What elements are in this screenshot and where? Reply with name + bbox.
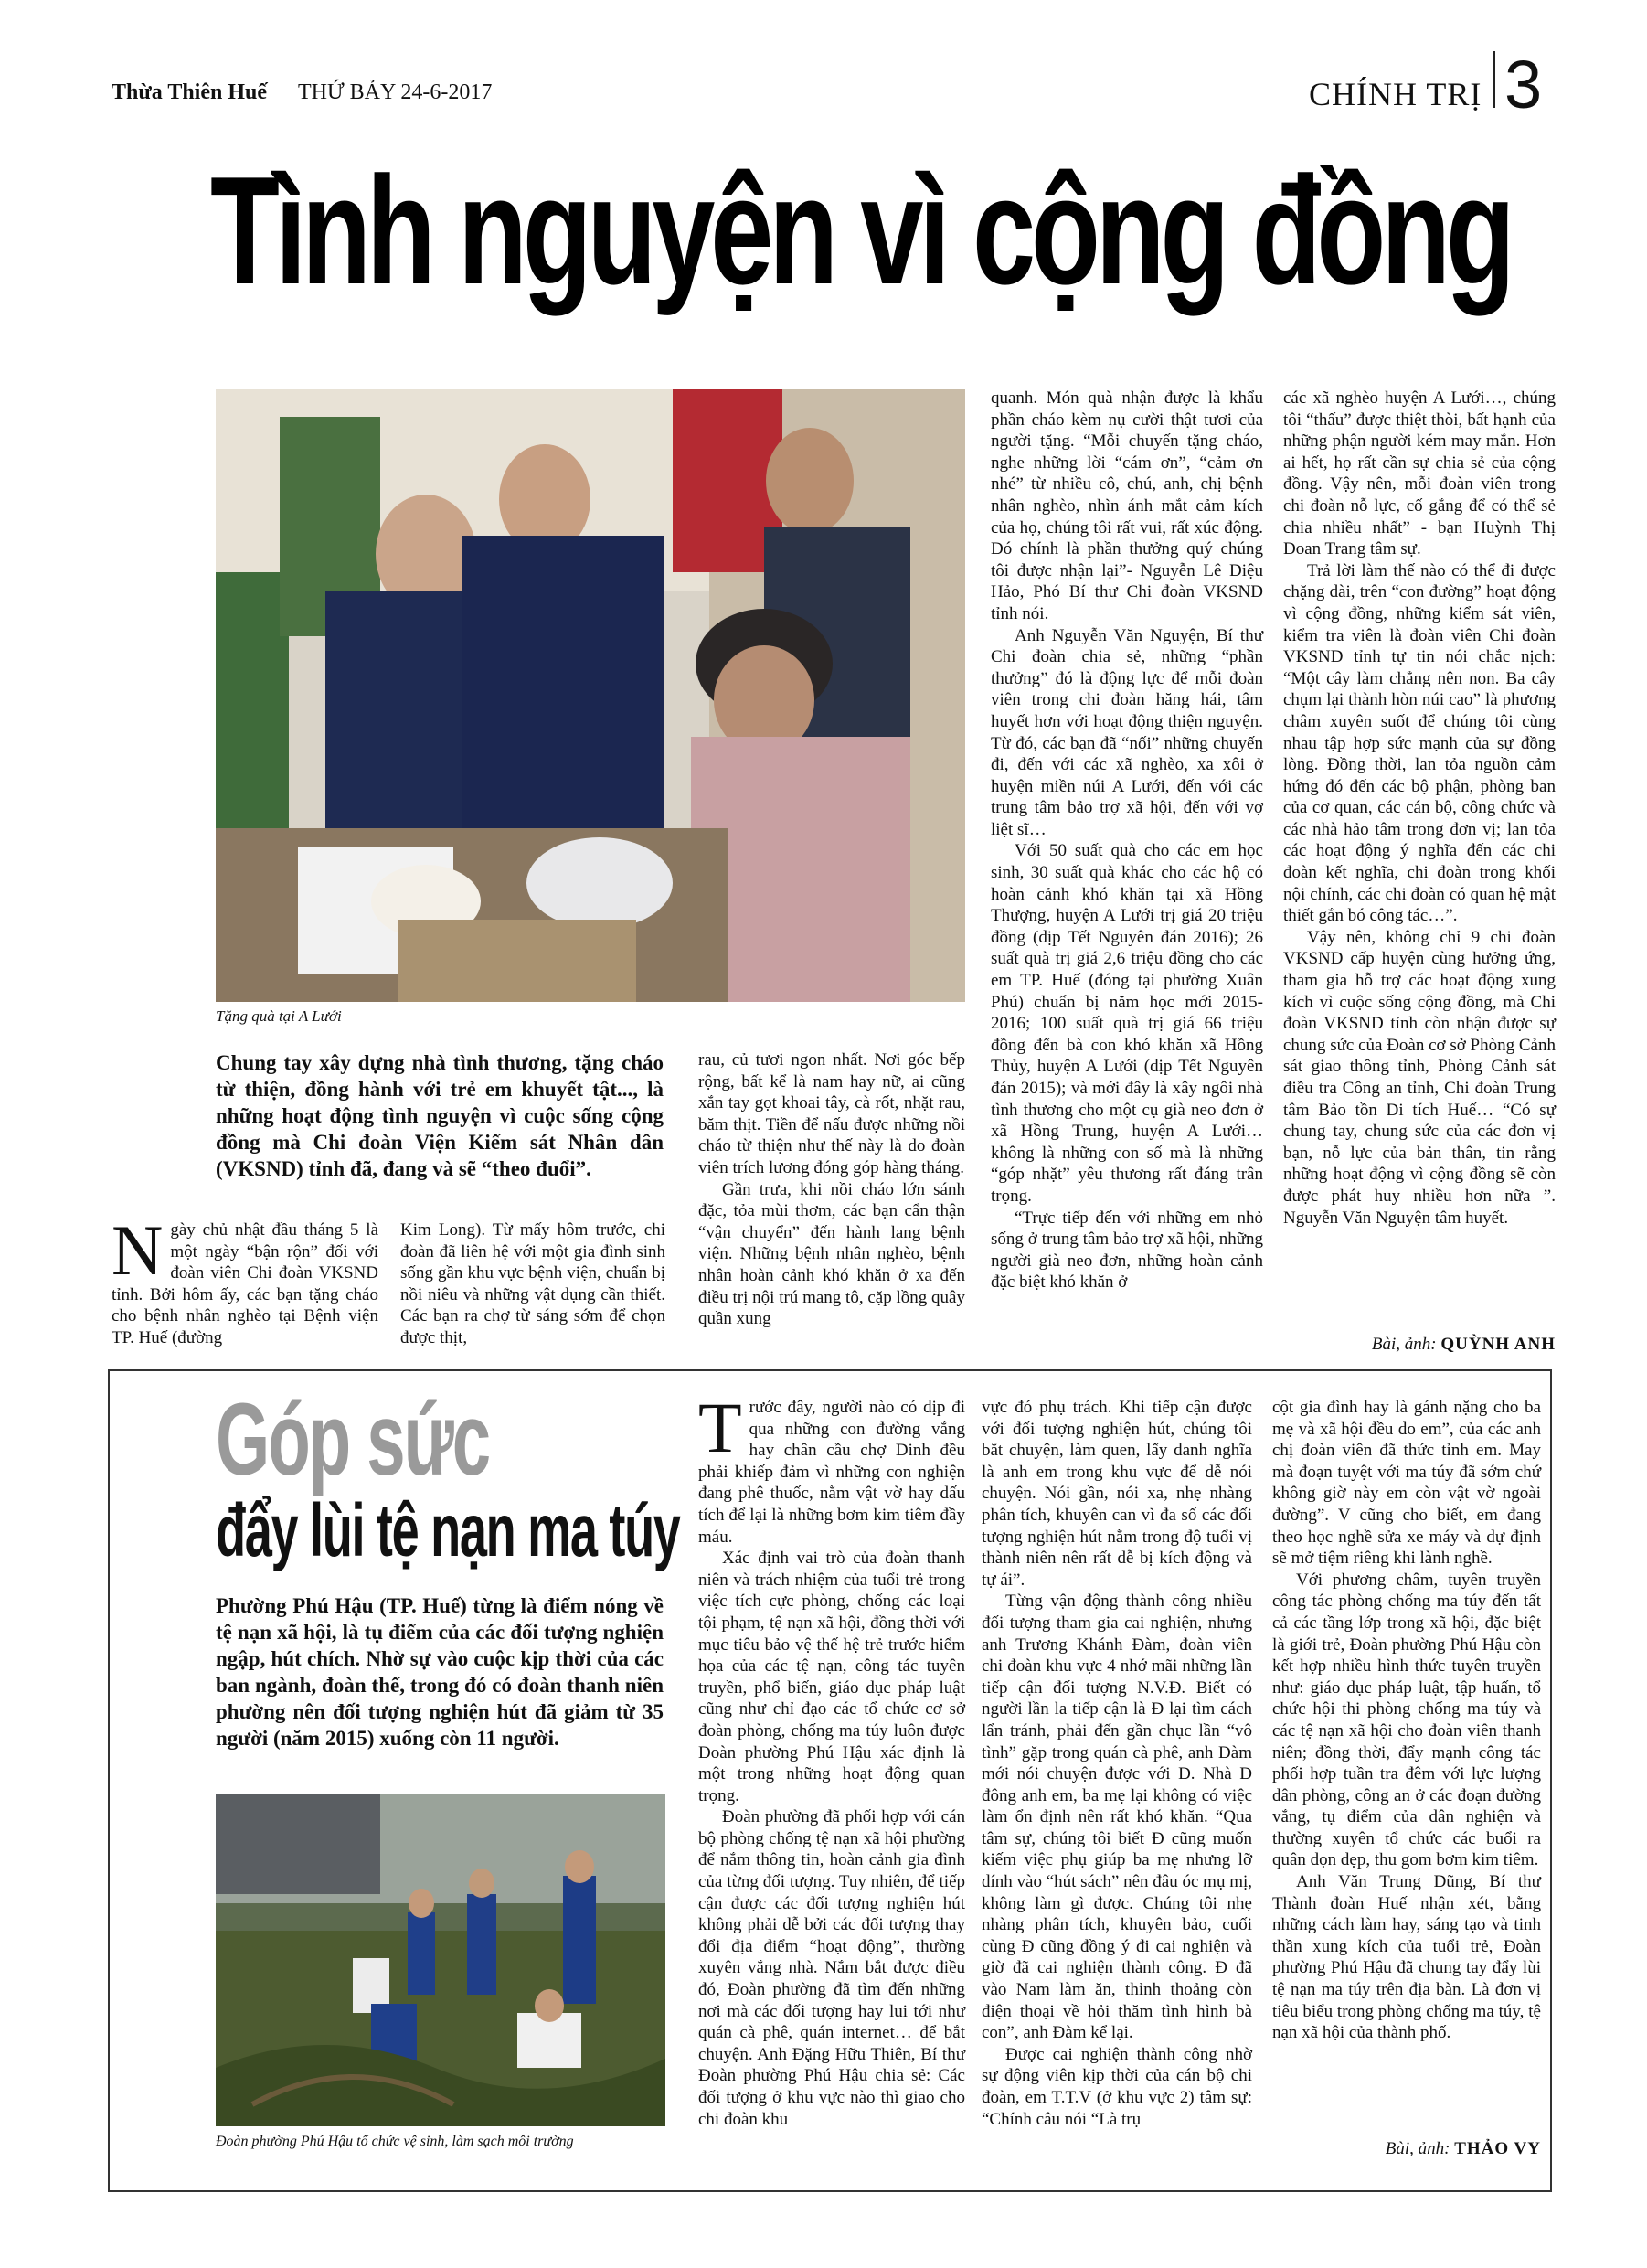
- gift-giving-photo-illustration: [216, 389, 965, 1002]
- section-name: CHÍNH TRỊ: [1309, 76, 1482, 112]
- header-divider: [1493, 51, 1495, 108]
- paragraph: Anh Nguyễn Văn Nguyện, Bí thư Chi đoàn chia sẻ, những “phần thưởng” đó là động lực để mỗi đoàn viên trong chi đoàn hăng hái, tâm huyết hơn với hoạt động thiện nguyện. Từ đó, các bạn đã “nối” những chuyến đi, đến với các xã nghèo, xa xôi ở huyện miền núi A Lưới, đến với các trung tâm bảo trợ xã hội, đến với vợ liệt sĩ…: [991, 625, 1263, 839]
- paragraph: quanh. Món quà nhận được là khẩu phần cháo kèm nụ cười thật tươi của người tặng. “Mỗi chuyến tặng cháo, nghe những lời “cám ơn”, “cảm ơn nhé” từ nhiều cô, chú, anh, chị bệnh nhân nghèo, nhìn ánh mắt cảm kích của họ, chúng tôi rất vui, rất xúc động. Đó chính là phần thưởng quý chúng tôi được nhận lại”- Nguyễn Lê Diệu Hảo, Phó Bí thư Chi đoàn VKSND tỉnh nói.: [991, 389, 1263, 623]
- article2-col1-para1: rước đây, người nào có dịp đi qua những con đường vắng hay chân cầu chợ Dinh đều phải khiếp đảm vì những con nghiện đang phê thuốc, nằm vật vờ hay dấu tích để lại là những bơm kim tiêm đầy máu.: [698, 1398, 965, 1547]
- paragraph: Gần trưa, khi nồi cháo lớn sánh đặc, tỏa mùi thơm, các bạn cẩn thận “vận chuyển” đến hành lang bệnh viện. Những bệnh nhân nghèo, bệnh nhân hoàn cảnh khó khăn ở xa đến điều trị nội trú mang tô, cặp lồng quây quần xung: [698, 1179, 965, 1329]
- paragraph: Từng vận động thành công nhiều đối tượng tham gia cai nghiện, nhưng anh Trương Khánh Đàm, đoàn viên chi đoàn khu vực 4 nhớ mãi những lần tiếp cận đối tượng N.V.Đ. Biết có người lần la tiếp cận là Đ lại tìm cách lẩn tránh, phải đến gần chục lần “vô tình” gặp trong quán cà phê, anh Đàm mới nói chuyện được với Đ. Nhà Đ đông anh em, ba mẹ lại không có việc làm ổn định nên rất khó khăn. “Qua tâm sự, chúng tôi biết Đ cũng muốn kiếm việc phụ giúp ba mẹ nhưng lỡ dính vào “hút sách” nên đâu óc mụ mị, không làm gì được. Chúng tôi nhẹ nhàng phân tích, khuyên bảo, cuối cùng Đ cũng đồng ý đi cai nghiện và giờ đã cai nghiện thành công. Đ đã vào Nam làm ăn, thỉnh thoảng còn điện thoại về hỏi thăm tình hình bà con”, anh Đàm kể lại.: [982, 1592, 1253, 2043]
- article1-dropcap: N: [112, 1210, 164, 1290]
- paragraph: Anh Văn Trung Dũng, Bí thư Thành đoàn Huế nhận xét, bằng những cách làm hay, sáng tạo và tinh thần xung kích của tuổi trẻ, Đoàn phường Phú Hậu đã chung tay đẩy lùi tệ nạn ma túy trên địa bàn. Là đơn vị tiêu biểu trong phòng chống ma túy, tệ nạn xã hội của thành phố.: [1272, 1872, 1541, 2043]
- article2-photo: [216, 1794, 665, 2126]
- article2-headline-line2: đẩy lùi tệ nạn ma túy: [216, 1489, 680, 1572]
- article2-column-2: [982, 1397, 1252, 2130]
- article2-dropcap: T: [698, 1388, 742, 1467]
- paragraph: Đoàn phường đã phối hợp với cán bộ phòng chống tệ nạn xã hội phường để nắm thông tin, hoàn cảnh gia đình của từng đối tượng. Tuy nhiên, để tiếp cận được các đối tượng nghiện hút không phải dễ bởi các đối tượng thay đổi địa điểm “hoạt động”, thường xuyên vắng nhà. Nắm bắt được điều đó, Đoàn phường đã tìm đến những nơi mà các đối tượng hay lui tới như quán cà phê, quán internet… để bắt chuyện. Anh Đặng Hữu Thiên, Bí thư Đoàn phường Phú Hậu chia sẻ: Các đối tượng ở khu vực nào thì giao cho chi đoàn khu: [698, 1807, 965, 2129]
- byline-label: Bài, ảnh:: [1385, 2139, 1450, 2158]
- article1-headline: Tình nguyện vì cộng đồng: [210, 144, 1511, 316]
- byline-author: QUỲNH ANH: [1440, 1335, 1556, 1354]
- byline-author: THẢO VY: [1454, 2139, 1541, 2158]
- paragraph: “Trực tiếp đến với những em nhỏ sống ở trung tâm bảo trợ xã hội, những người già neo đơn, những hoàn cảnh đặc biệt khó khăn ở: [991, 1208, 1263, 1293]
- paragraph: Trả lời làm thế nào có thể đi được chặng dài, trên “con đường” hoạt động vì cộng đồng, những kiểm sát viên, kiểm tra viên là đoàn viên Chi đoàn VKSND tỉnh tự tin nói chắc nịch: “Một cây làm chẳng nên non. Ba cây chụm lại thành hòn núi cao” là phương châm xuyên suốt để chúng tôi cùng nhau tập hợp sức mạnh của sự đồng lòng. Đồng thời, lan tỏa nguồn cảm hứng đó đến các bộ phận, phòng ban của cơ quan, các cán bộ, công chức và các nhà hảo tâm trong đơn vị; lan tỏa các hoạt động ý nghĩa đến các chi đoàn kết nghĩa, chi đoàn trong khối nội chính, các chi đoàn có quan hệ mật thiết gắn bó công tác…”.: [1283, 560, 1556, 926]
- article1-column-2: [400, 1219, 665, 1349]
- paragraph: Với 50 suất quà cho các em học sinh, 30 suất quà khác cho các hộ có hoàn cảnh khó khăn tại xã Hồng Thượng, huyện A Lưới trị giá 20 triệu đồng (dịp Tết Nguyên đán 2016); 26 suất quà trị giá 2,6 triệu đồng cho các em TP. Huế (đóng tại phường Xuân Phú) chuẩn bị năm học mới 2015-2016; 100 suất quà trị giá 66 triệu đồng đến bà con khó khăn xã Hồng Thủy, huyện A Lưới (dịp Tết Nguyên đán 2015); và mới đây là xây ngôi nhà tình thương cho một cụ già neo đơn ở xã Hồng Trung, huyện A Lưới… không là những con số mà là những “góp nhặt” yêu thương rất đáng trân trọng.: [991, 841, 1263, 1206]
- paragraph: rau, củ tươi ngon nhất. Nơi góc bếp rộng, bất kể là nam hay nữ, ai cũng xắn tay gọt khoai tây, cà rốt, nhặt rau, băm thịt. Tiền để nấu được những nồi cháo từ thiện như thế này là do đoàn viên trích lương đóng góp hàng tháng.: [698, 1050, 965, 1177]
- article2-headline-line1: Góp sức: [216, 1382, 490, 1496]
- paragraph: Với phương châm, tuyên truyền công tác phòng chống ma túy đến tất cả các tầng lớp trong xã hội, đặc biệt là giới trẻ, Đoàn phường Phú Hậu còn kết hợp nhiều hình thức tuyên truyền như: giáo dục pháp luật, tập huấn, tổ chức hội thi phòng chống ma túy và các tệ nạn xã hội cho đoàn viên thanh niên; đồng thời, đẩy mạnh công tác phối hợp tuần tra đêm với lực lượng dân phòng, công an ở các đoạn đường vắng, tụ điểm của dân nghiện và thường xuyên tổ chức các buổi ra quân dọn dẹp, thu gom bơm kim tiêm.: [1272, 1570, 1541, 1870]
- article2-photo-caption: Đoàn phường Phú Hậu tổ chức vệ sinh, làm sạch môi trường: [216, 2134, 574, 2149]
- paragraph: vực đó phụ trách. Khi tiếp cận được với đối tượng nghiện hút, chúng tôi bắt chuyện, làm quen, lấy danh nghĩa là anh em trong khu vực để dễ nói chuyện. Nói gần, nói xa, nhẹ nhàng phân tích, khuyên can vì đa số các đối tượng nghiện hút nằm trong độ tuổi vị thành niên nên rất dễ bị kích động và tự ái”.: [982, 1398, 1252, 1590]
- page-number: 3: [1504, 47, 1543, 122]
- byline-label: Bài, ảnh:: [1371, 1335, 1437, 1354]
- article2-byline: [1272, 2139, 1541, 2159]
- article1-byline: [1283, 1335, 1556, 1355]
- paragraph: Được cai nghiện thành công nhờ sự động viên kịp thời của cán bộ chi đoàn, em T.T.V (ở khu vực 2) tâm sự: “Chính câu nói “Là trụ: [982, 2044, 1252, 2129]
- article1-column-3: [698, 1049, 965, 1330]
- issue-date: THỨ BẢY 24-6-2017: [298, 80, 493, 104]
- cleanup-photo-illustration: [216, 1794, 665, 2126]
- paragraph: Vậy nên, không chỉ 9 chi đoàn VKSND cấp huyện cùng hưởng ứng, tham gia hỗ trợ các hoạt động xung kích vì cuộc sống cộng đồng, mà Chi đoàn VKSND tỉnh còn nhận được sự chung sức của Đoàn cơ sở Phòng Cảnh sát giao thông tỉnh, Phòng Cảnh sát điều tra Công an tỉnh, Chi đoàn Trung tâm Bảo tồn Di tích Huế… “Có sự chung tay, chung sức của các đơn vị bạn, nỗ lực của bản thân, tin rằng những hoạt động vì cộng đồng sẽ còn được phát huy nhiều hơn nữa ”. Nguyễn Văn Nguyện tâm huyết.: [1283, 927, 1556, 1228]
- article2-column-3: [1272, 1397, 1541, 2044]
- paragraph: các xã nghèo huyện A Lưới…, chúng tôi “thấu” được thiệt thòi, bất hạnh của những phận người kém may mắn. Hơn ai hết, họ rất cần sự chia sẻ của cộng đồng. Vậy nên, mỗi đoàn viên trong chi đoàn nỗ lực, cố gắng để có thể sẻ chia nhiều nhất” - bạn Huỳnh Thị Đoan Trang tâm sự.: [1283, 389, 1556, 559]
- article1-photo: [216, 389, 965, 1002]
- article1-lead: Chung tay xây dựng nhà tình thương, tặng cháo từ thiện, đồng hành với trẻ em khuyết tật..., là những hoạt động tình nguyện vì cuộc sống cộng đồng mà Chi đoàn Viện Kiểm sát Nhân dân (VKSND) tỉnh đã, đang và sẽ “theo đuổi”.: [216, 1051, 664, 1180]
- article1-col1-text: gày chủ nhật đầu tháng 5 là một ngày “bận rộn” đối với đoàn viên Chi đoàn VKSND tỉnh. Bởi hôm ấy, các bạn tặng cháo cho bệnh nhân nghèo tại Bệnh viện TP. Huế (đường: [112, 1220, 378, 1347]
- article2-lead: Phường Phú Hậu (TP. Huế) từng là điểm nóng về tệ nạn xã hội, là tụ điểm của các đối tượng nghiện ngập, hút chích. Nhờ sự vào cuộc kịp thời của các ban ngành, đoàn thể, trong đó có đoàn thanh niên phường nên đối tượng nghiện hút đã giảm từ 35 người (năm 2015) xuống còn 11 người.: [216, 1594, 664, 1750]
- article1-column-1: [112, 1210, 378, 1349]
- article1-column-5: [1283, 388, 1556, 1229]
- article2-column-1: [698, 1388, 965, 2130]
- publication-name: Thừa Thiên Huế: [112, 80, 268, 104]
- article1-photo-caption: Tặng quà tại A Lưới: [216, 1007, 342, 1025]
- article1-col2-text: Kim Long). Từ mấy hôm trước, chi đoàn đã liên hệ với một gia đình sinh sống gần khu vực bệnh viện, chuẩn bị nồi niêu và những vật dụng cần thiết. Các bạn ra chợ từ sáng sớm để chọn được thịt,: [400, 1220, 665, 1347]
- article1-column-4: [991, 388, 1263, 1294]
- page-header: [112, 80, 492, 105]
- paragraph: Xác định vai trò của đoàn thanh niên và trách nhiệm của tuổi trẻ trong việc tích cực phòng, chống các loại tội phạm, tệ nạn xã hội, đồng thời với mục tiêu bảo vệ thế hệ trẻ trước hiểm họa của các tệ nạn, công tác tuyên truyền, phổ biến, giáo dục pháp luật cũng như chỉ đạo các tổ chức cơ sở đoàn phòng, chống ma túy luôn được Đoàn phường Phú Hậu xác định là một trong những hoạt động quan trọng.: [698, 1549, 965, 1805]
- paragraph: cột gia đình hay là gánh nặng cho ba mẹ và xã hội đều do em”, của các anh chị đoàn viên đã thức tỉnh em. May mà đoạn tuyệt với ma túy đã sớm chứ không giờ này em còn vật vờ ngoài đường”. V cũng cho biết, em đang theo học nghề sửa xe máy và dự định sẽ mở tiệm riêng khi lành nghề.: [1272, 1398, 1541, 1569]
